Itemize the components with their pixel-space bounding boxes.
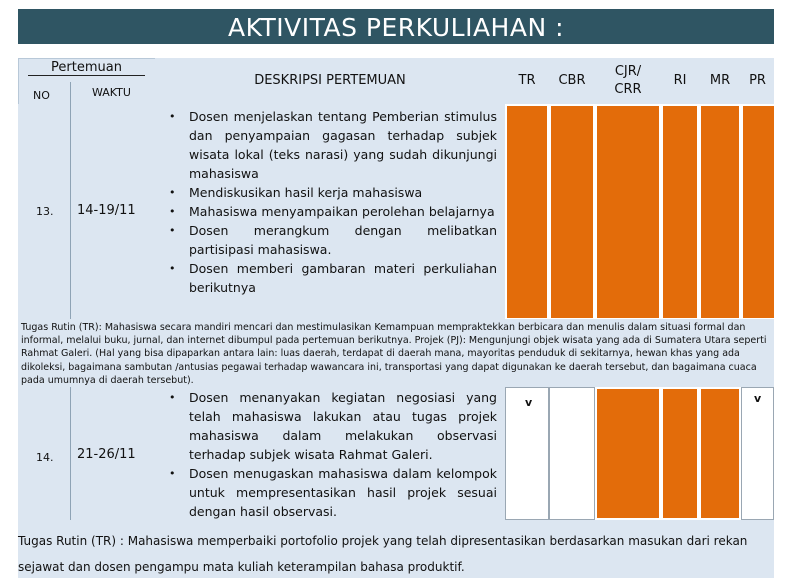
row-13-cbr-cell <box>551 106 593 318</box>
row-14-cjr-cell <box>597 389 659 518</box>
row-13-ri-cell <box>663 106 697 318</box>
row-14-task-note-text: Tugas Rutin (TR) : Mahasiswa memperbaiki portofolio projek yang telah dipresentasikan berdasarkan masukan dari rekan sejawat dan dosen pengampu mata kuliah keterampilan bahasa produktif. <box>18 534 748 574</box>
list-item: • Mendiskusikan hasil kerja mahasiswa <box>163 183 497 202</box>
header-no: NO <box>33 89 50 102</box>
row-13-cjr-cell <box>597 106 659 318</box>
row-14-no: 14. <box>36 451 54 464</box>
column-divider <box>70 82 71 319</box>
header-deskripsi: DESKRIPSI PERTEMUAN <box>254 73 406 88</box>
list-item: • Dosen memberi gambaran materi perkuliahan berikutnya <box>163 259 497 297</box>
list-item: • Dosen menjelaskan tentang Pemberian stimulus dan penyampaian gagasan terhadap subjek wisata lokal (teks narasi) yang sudah dikunjungi mahasiswa <box>163 107 497 183</box>
header-mr: MR <box>699 58 741 104</box>
header-cjr-crr <box>595 58 661 104</box>
row-14-pr-mark: v <box>754 392 762 405</box>
row-13-no: 13. <box>36 205 54 218</box>
row-13-task-note: Tugas Rutin (TR): Mahasiswa secara mandiri mencari dan mestimulasikan Kemampuan mempraktekkan berbicara dan menulis dalam situasi formal dan informal, melalui buku, jurnal, dan internet dibumpul pada pertemuan berikutnya. Projek (PJ): Mengunjungi objek wisata yang ada di Sumatera Utara seperti Rahmat Galeri. (Hal yang bisa dipaparkan antara lain: luas daerah, terdapat di daerah mana, mayoritas penduduk di sekitarnya, hewan khas yang ada dikoleksi, bagaimana sambutan /antusias pegawai terhadap wawancara ini, transportasi yang dapat digunakan ke daerah tersebut, dan bagaimana cuaca pada umumnya di daerah tersebut). <box>18 319 774 387</box>
row-14-pr-cell <box>741 387 774 520</box>
header-pr: PR <box>741 58 774 104</box>
row-13-description-list <box>163 107 497 297</box>
list-item: • Dosen menugaskan mahasiswa dalam kelompok untuk mempresentasikan hasil projek sesuai dengan hasil observasi. <box>163 464 497 521</box>
row-13-mr-cell <box>701 106 739 318</box>
row-14-ri-cell <box>663 389 697 518</box>
header-tr: TR <box>505 58 549 104</box>
row-13-pr-cell <box>743 106 774 318</box>
header-cjr-crr-label: CJR/ CRR <box>614 64 642 97</box>
header-cbr: CBR <box>549 58 595 104</box>
row-13-waktu: 14-19/11 <box>77 203 136 218</box>
row-14-mr-cell <box>701 389 739 518</box>
list-item: • Dosen menanyakan kegiatan negosiasi yang telah mahasiswa lakukan atau tugas projek mahasiswa dalam melakukan observasi terhadap subjek wisata Rahmat Galeri. <box>163 388 497 464</box>
header-pertemuan: Pertemuan <box>28 60 145 76</box>
header-waktu: WAKTU <box>92 86 131 99</box>
row-14-waktu: 21-26/11 <box>77 447 136 462</box>
page-title: AKTIVITAS PERKULIAHAN : <box>18 9 774 44</box>
row-14-tr-cell <box>505 387 549 520</box>
column-divider <box>70 387 71 520</box>
row-14-tr-mark: v <box>525 396 533 409</box>
row-13-tr-cell <box>507 106 547 318</box>
header-ri: RI <box>661 58 699 104</box>
row-14-task-note <box>18 520 774 578</box>
row-14-cbr-cell <box>549 387 595 520</box>
header-deskripsi-cell <box>155 58 505 104</box>
list-item: • Mahasiswa menyampaikan perolehan belajarnya <box>163 202 497 221</box>
row-14-description-list <box>163 388 497 521</box>
list-item: • Dosen merangkum dengan melibatkan partisipasi mahasiswa. <box>163 221 497 259</box>
